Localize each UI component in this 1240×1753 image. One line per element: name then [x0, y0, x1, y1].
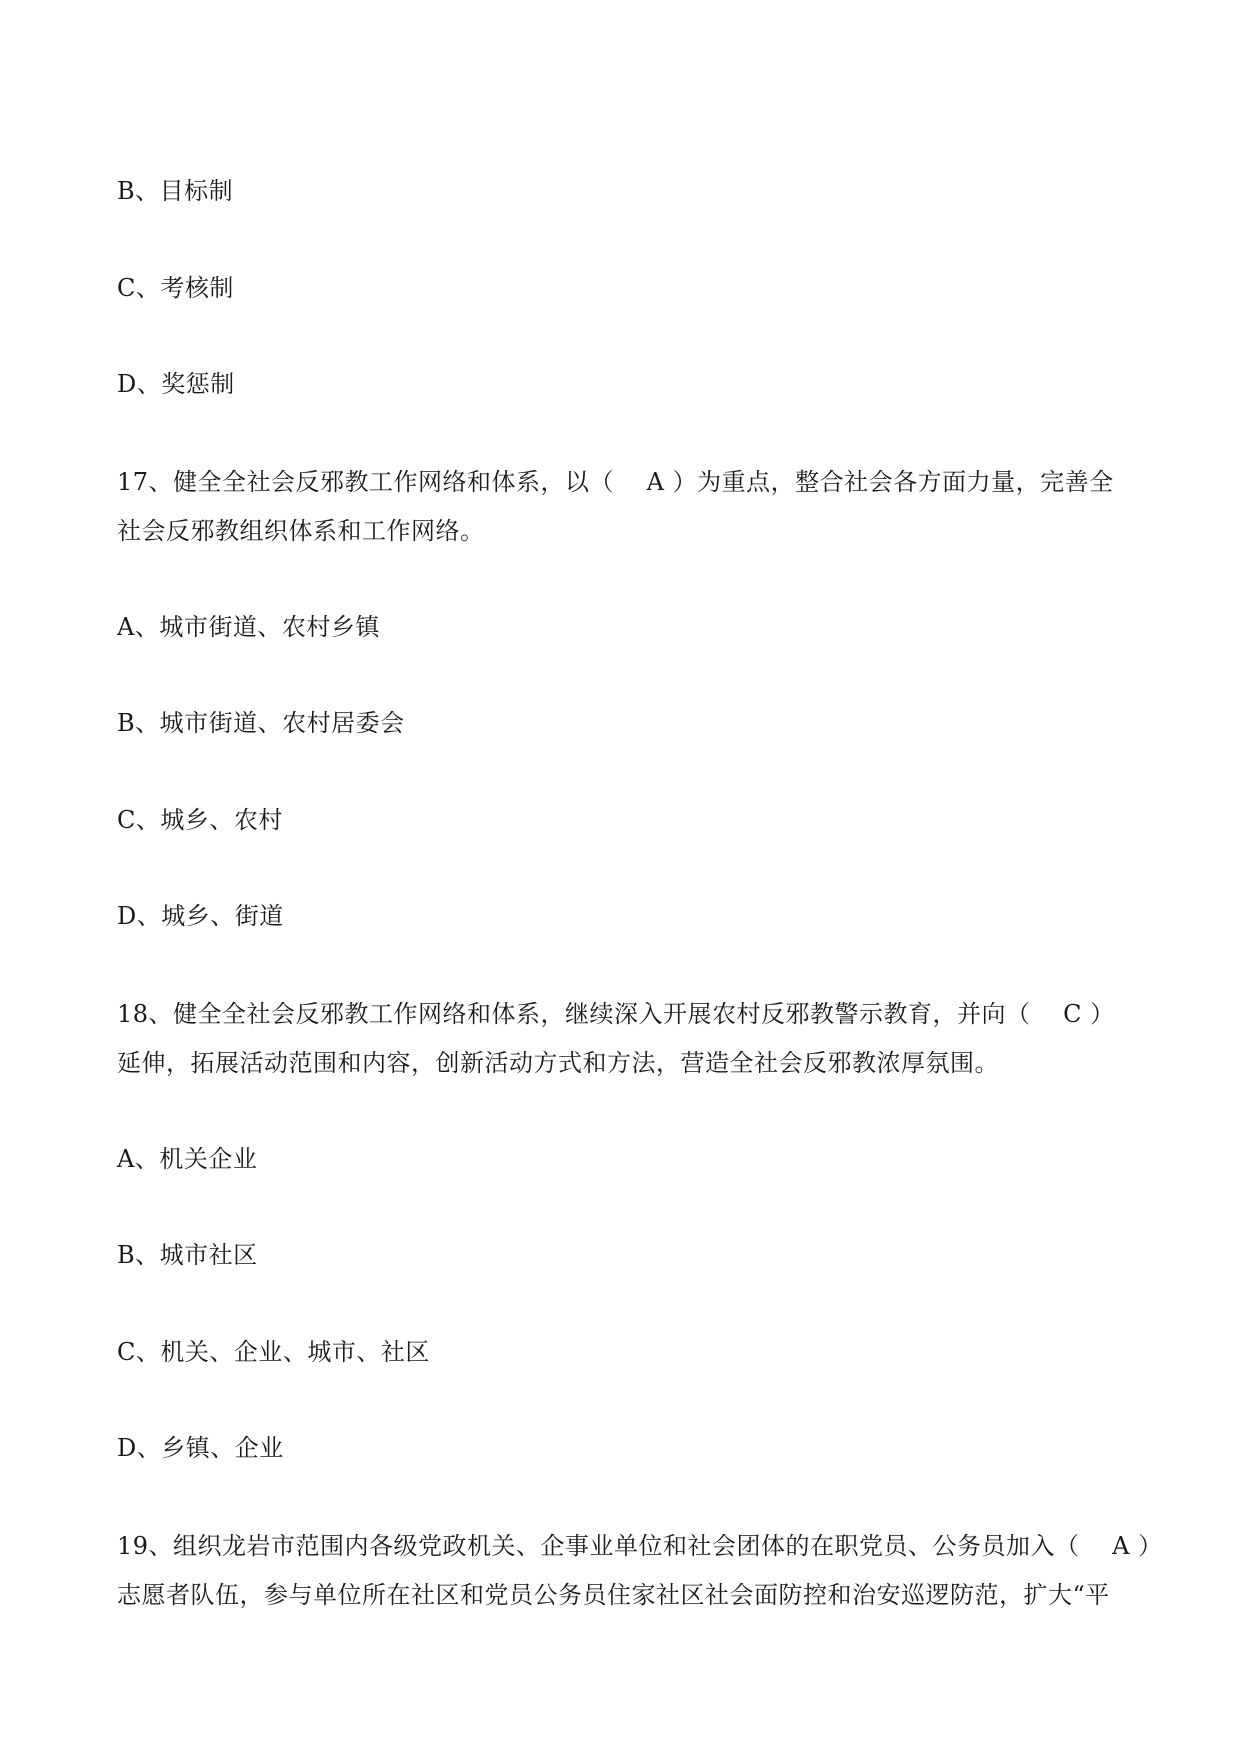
q17-option-c: C、城乡、农村 [117, 806, 283, 834]
question-18-line-1: 18、健全全社会反邪教工作网络和体系，继续深入开展农村反邪教警示教育，并向（ C ） [117, 1000, 1115, 1028]
q16-option-b: B、目标制 [117, 177, 234, 205]
q18-option-d: D、乡镇、企业 [117, 1434, 284, 1462]
question-19 [117, 1529, 1163, 1627]
q18-option-c: C、机关、企业、城市、社区 [117, 1338, 430, 1366]
question-18 [117, 997, 1127, 1095]
q17-option-a: A、城市街道、农村乡镇 [117, 613, 380, 641]
q18-option-b: B、城市社区 [117, 1241, 258, 1269]
q17-option-d: D、城乡、街道 [117, 902, 284, 930]
question-19-line-2: 志愿者队伍，参与单位所在社区和党员公务员住家社区社会面防控和治安巡逻防范，扩大“平 [117, 1581, 1110, 1609]
question-19-line-1: 19、组织龙岩市范围内各级党政机关、企事业单位和社会团体的在职党员、公务员加入（ A ） [117, 1532, 1163, 1560]
question-17-line-2: 社会反邪教组织体系和工作网络。 [117, 517, 485, 545]
q16-option-c: C、考核制 [117, 274, 234, 302]
q17-option-b: B、城市街道、农村居委会 [117, 709, 405, 737]
q18-option-a: A、机关企业 [117, 1145, 258, 1173]
q16-option-d: D、奖惩制 [117, 370, 235, 398]
question-17 [117, 465, 1127, 563]
question-17-line-1: 17、健全全社会反邪教工作网络和体系，以（ A ）为重点，整合社会各方面力量，完善全 [117, 468, 1114, 496]
question-18-line-2: 延伸，拓展活动范围和内容，创新活动方式和方法，营造全社会反邪教浓厚氛围。 [117, 1049, 999, 1077]
